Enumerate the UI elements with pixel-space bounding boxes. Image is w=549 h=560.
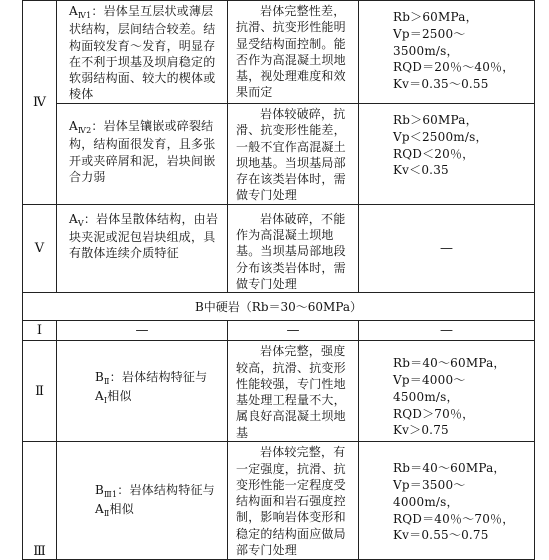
evaluation-cell [228, 204, 359, 292]
index-line: Vp＝4000～4500m/s， [393, 373, 466, 404]
index-line: RQD＜20％， [393, 146, 475, 161]
structure-cell: $B_Ⅱ$：岩体结构特征与 $A_Ⅰ$相似 [57, 341, 228, 442]
class-cell-iv: Ⅳ [23, 1, 57, 205]
structure-cell: $A_{Ⅳ1}$：岩体呈互层状或薄层状结构，层间结合较差。结构面较发育～发育，明显存在不利于坝基及坝肩稳定的软弱结构面、较大的楔体或棱体 [57, 1, 228, 104]
evaluation-cell [228, 1, 359, 104]
evaluation-cell [228, 341, 359, 442]
evaluation-text: 岩体较完整，有一定强度，抗滑、抗变形性能一定程度受结构面和岩石强度控制，影响岩体变形和稳定的结构面应做局部专门处理 [236, 445, 346, 558]
structure-cell: $A_Ⅴ$：岩体呈散体结构，由岩块夹泥或泥包岩块组成，具有散体连续介质特征 [57, 204, 228, 292]
evaluation-text: 岩体完整，强度较高，抗滑、抗变形性能较强，专门性地基处理工程量不大，属良好高混凝土坝地基 [236, 344, 346, 440]
evaluation-cell: — [228, 321, 359, 341]
index-line: Vp＝2500～3500m/s， [393, 26, 466, 58]
index-cell [359, 104, 535, 205]
index-line: RQD＞70％， [393, 406, 475, 421]
index-line: Rb＞60MPa， [393, 113, 478, 127]
index-cell: — [359, 204, 535, 292]
structure-desc: ：岩体呈散体结构，由岩块夹泥或泥包岩块组成，具有散体连续介质特征 [69, 211, 219, 261]
evaluation-text: 岩体较破碎，抗滑、抗变形性能差，一般不宜作高混凝土坝地基。当坝基局部存在该类岩体时，需做专门处理 [236, 107, 346, 203]
index-line: RQD＝40％～70％， [393, 511, 515, 526]
class-cell-iii: Ⅲ [23, 442, 57, 560]
class-cell-i: Ⅰ [23, 321, 57, 341]
evaluation-text: 岩体破碎，不能作为高混凝土坝地基。当坝基局部地段分布该类岩体时，需做专门处理 [236, 211, 346, 291]
evaluation-cell [228, 104, 359, 205]
class-cell-v: Ⅴ [23, 204, 57, 292]
index-line: Vp＝3500～4000m/s， [393, 478, 466, 509]
evaluation-text: 岩体完整性差，抗滑、抗变形性能明显受结构面控制。能否作为高混凝土坝地基，视处理难度和效果而定 [236, 4, 346, 100]
index-line: Rb＞60MPa， [393, 10, 478, 24]
index-line: Vp＜2500m/s， [393, 129, 488, 144]
index-line: Kv＝0.55～0.75 [393, 528, 489, 543]
structure-desc: ：岩体呈镶嵌或碎裂结构，结构面很发育，且多张开或夹碎屑和泥，岩块间嵌合力弱 [69, 119, 216, 184]
class-cell-ii: Ⅱ [23, 341, 57, 442]
index-line: Rb＝40～60MPa， [393, 356, 506, 371]
section-b-title: B中硬岩（Rb＝30～60MPa） [23, 293, 535, 321]
index-line: Kv＝0.35～0.55 [393, 77, 489, 92]
structure-cell: — [57, 321, 228, 341]
evaluation-cell [228, 442, 359, 560]
index-cell: — [359, 321, 535, 341]
index-cell [359, 442, 535, 560]
structure-desc: ：岩体呈互层状或薄层状结构，层间结合较差。结构面较发育～发育，明显存在不利于坝基及坝肩稳定的软弱结构面、较大的楔体或棱体 [69, 4, 216, 102]
index-line: Rb＝40～60MPa， [393, 461, 506, 476]
index-line: RQD＝20％～40％， [393, 60, 515, 75]
structure-cell: $B_{Ⅲ1}$：岩体结构特征与 $A_Ⅱ$相似 [57, 442, 228, 560]
index-cell [359, 1, 535, 104]
structure-cell: $A_{Ⅳ2}$：岩体呈镶嵌或碎裂结构，结构面很发育，且多张开或夹碎屑和泥，岩块间嵌合力弱 [57, 104, 228, 205]
rock-classification-table [22, 0, 535, 560]
index-line: Kv＞0.75 [393, 423, 449, 438]
index-line: Kv＜0.35 [393, 163, 449, 178]
index-cell [359, 341, 535, 442]
